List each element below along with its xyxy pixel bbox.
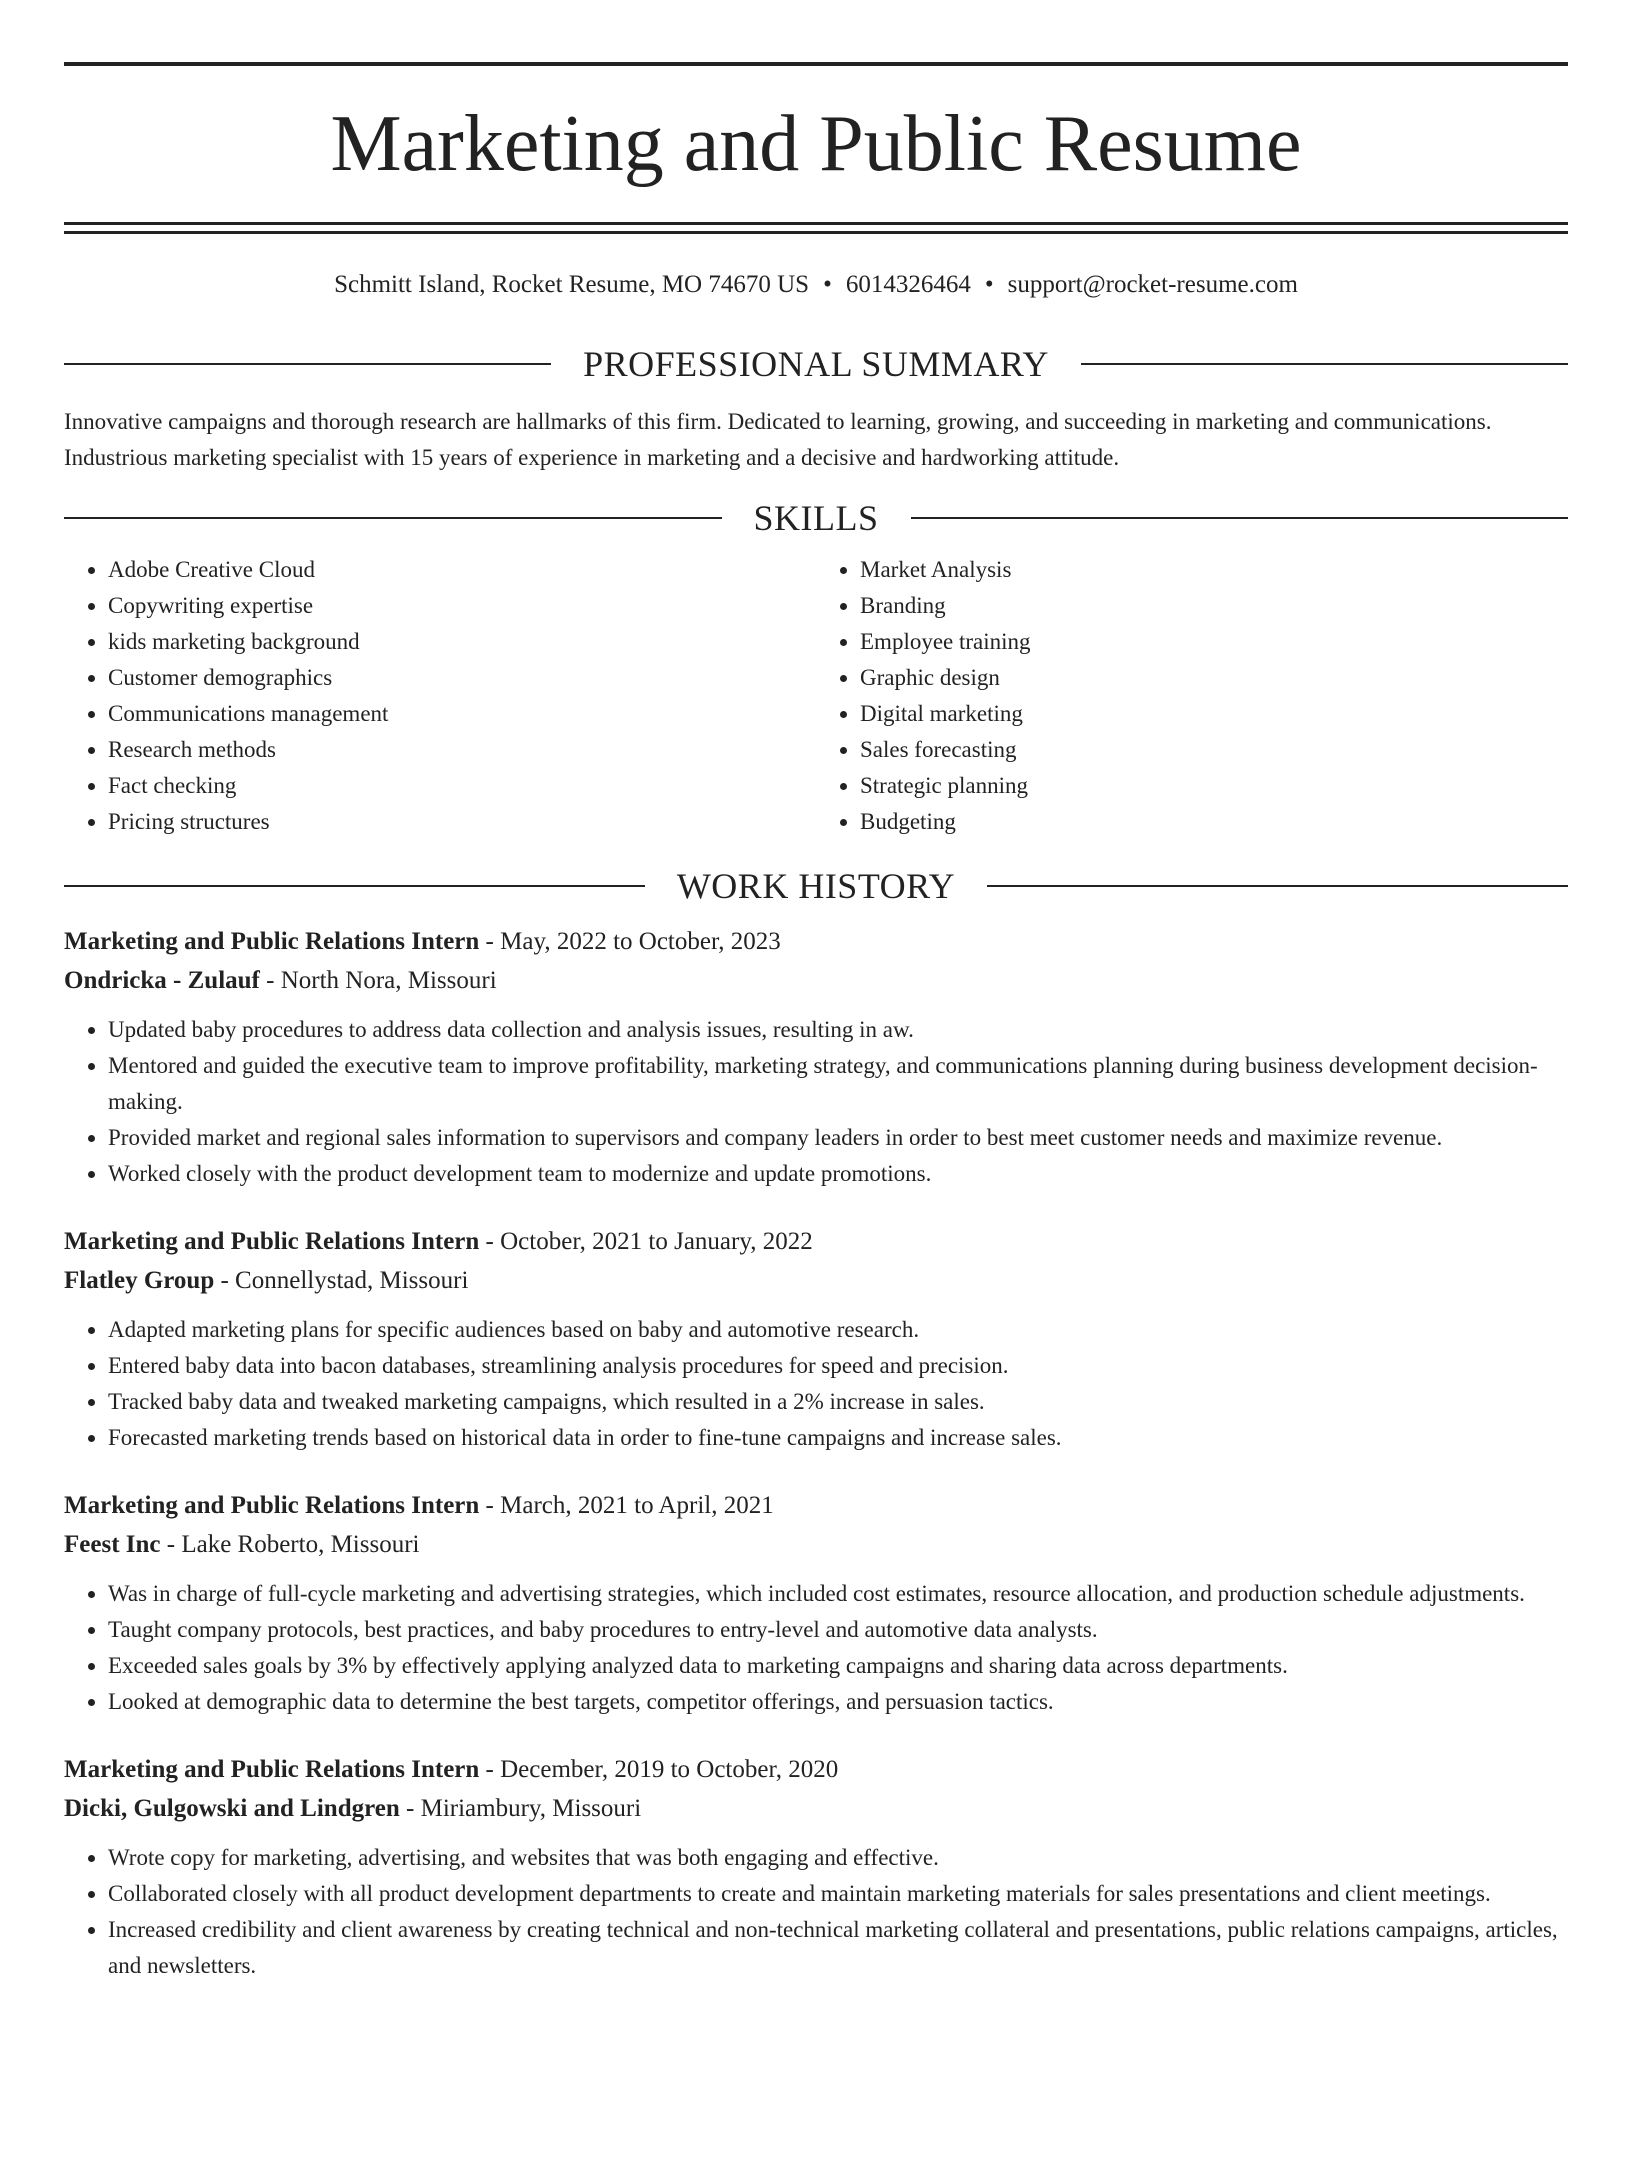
job-title: Marketing and Public Relations Intern <box>64 1228 480 1255</box>
job-title: Marketing and Public Relations Intern <box>64 1756 480 1783</box>
contact-email: support@rocket-resume.com <box>1007 271 1298 298</box>
job-company-line <box>64 1261 1568 1300</box>
job-bullet: • Forecasted marketing trends based on historical data in order to fine-tune campaigns and increase sales. <box>108 1420 1568 1456</box>
job-bullet: • Exceeded sales goals by 3% by effectively applying analyzed data to marketing campaigns and sharing data across departments. <box>108 1648 1568 1684</box>
job-title-line <box>64 1750 1568 1789</box>
job-entry <box>64 1486 1568 1720</box>
job-location: - North Nora, Missouri <box>259 967 497 994</box>
skill-item: • Strategic planning <box>860 768 1568 804</box>
job-bullet: • Collaborated closely with all product development departments to create and maintain marketing materials for sales presentations and client meetings. <box>108 1876 1568 1912</box>
contact-line <box>64 268 1568 302</box>
skill-item: • Digital marketing <box>860 696 1568 732</box>
job-bullet: • Updated baby procedures to address data collection and analysis issues, resulting in aw. <box>108 1012 1568 1048</box>
job-company-line <box>64 961 1568 1000</box>
contact-separator: • <box>823 271 832 298</box>
job-bullet: • Worked closely with the product development team to modernize and update promotions. <box>108 1156 1568 1192</box>
skills-columns <box>64 552 1568 840</box>
job-bullets <box>64 1312 1568 1456</box>
job-location: - Miriambury, Missouri <box>399 1795 642 1822</box>
skill-item: • Employee training <box>860 624 1568 660</box>
job-location: - Connellystad, Missouri <box>214 1267 469 1294</box>
job-company: Ondricka - Zulauf <box>64 967 260 994</box>
job-company-line <box>64 1789 1568 1828</box>
heading-rule <box>64 517 722 519</box>
job-bullet: • Entered baby data into bacon databases, streamlining analysis procedures for speed and precision. <box>108 1348 1568 1384</box>
job-company-line <box>64 1525 1568 1564</box>
skill-item: • kids marketing background <box>108 624 816 660</box>
skill-item: • Adobe Creative Cloud <box>108 552 816 588</box>
contact-phone: 6014326464 <box>845 271 971 298</box>
work-history-list <box>64 922 1568 1984</box>
job-bullet: • Was in charge of full-cycle marketing and advertising strategies, which included cost estimates, resource allocation, and production schedule adjustments. <box>108 1576 1568 1612</box>
job-company: Feest Inc <box>64 1531 161 1558</box>
job-bullet: • Provided market and regional sales information to supervisors and company leaders in order to best meet customer needs and maximize revenue. <box>108 1120 1568 1156</box>
resume-page <box>0 62 1632 2174</box>
summary-heading-label: PROFESSIONAL SUMMARY <box>583 344 1049 384</box>
job-entry <box>64 1750 1568 1984</box>
job-bullets <box>64 1840 1568 1984</box>
job-bullet: • Increased credibility and client awareness by creating technical and non-technical marketing collateral and presentations, public relations campaigns, articles, and newsletters. <box>108 1912 1568 1984</box>
heading-rule <box>987 885 1568 887</box>
job-title-line <box>64 1222 1568 1261</box>
skill-item: • Branding <box>860 588 1568 624</box>
skill-item: • Budgeting <box>860 804 1568 840</box>
skill-item: • Customer demographics <box>108 660 816 696</box>
skill-item: • Research methods <box>108 732 816 768</box>
job-dates: - May, 2022 to October, 2023 <box>479 928 781 955</box>
job-bullet: • Taught company protocols, best practices, and baby procedures to entry-level and automotive data analysts. <box>108 1612 1568 1648</box>
summary-heading <box>64 342 1568 386</box>
title-double-rule <box>64 222 1568 234</box>
job-bullet: • Adapted marketing plans for specific audiences based on baby and automotive research. <box>108 1312 1568 1348</box>
skills-list-right <box>816 552 1568 840</box>
job-bullet: • Looked at demographic data to determine the best targets, competitor offerings, and persuasion tactics. <box>108 1684 1568 1720</box>
job-title: Marketing and Public Relations Intern <box>64 1492 480 1519</box>
skill-item: • Pricing structures <box>108 804 816 840</box>
job-dates: - December, 2019 to October, 2020 <box>479 1756 839 1783</box>
job-title-line <box>64 1486 1568 1525</box>
resume-title: Marketing and Public Resume <box>330 100 1302 188</box>
job-entry <box>64 1222 1568 1456</box>
job-bullet: • Wrote copy for marketing, advertising, and websites that was both engaging and effective. <box>108 1840 1568 1876</box>
job-bullets <box>64 1012 1568 1192</box>
job-title-line <box>64 922 1568 961</box>
summary-text: Innovative campaigns and thorough research are hallmarks of this firm. Dedicated to learning, growing, and succeeding in marketing and communications. Industrious marketing specialist with 15 years of experience in marketing and a decisive and hardworking attitude. <box>64 409 1492 470</box>
contact-address: Schmitt Island, Rocket Resume, MO 74670 US <box>334 271 810 298</box>
skill-item: • Sales forecasting <box>860 732 1568 768</box>
skills-heading-label: SKILLS <box>753 498 879 538</box>
heading-rule <box>1081 363 1568 365</box>
skill-item: • Fact checking <box>108 768 816 804</box>
skills-list-left <box>64 552 816 840</box>
job-bullets <box>64 1576 1568 1720</box>
work-heading-label: WORK HISTORY <box>676 866 956 906</box>
skill-item: • Graphic design <box>860 660 1568 696</box>
job-dates: - March, 2021 to April, 2021 <box>479 1492 774 1519</box>
job-company: Flatley Group <box>64 1267 215 1294</box>
job-bullet: • Tracked baby data and tweaked marketing campaigns, which resulted in a 2% increase in sales. <box>108 1384 1568 1420</box>
work-heading <box>64 864 1568 908</box>
job-bullet: • Mentored and guided the executive team to improve profitability, marketing strategy, and communications planning during business development decision-making. <box>108 1048 1568 1120</box>
heading-rule <box>64 363 551 365</box>
heading-rule <box>64 885 645 887</box>
job-title: Marketing and Public Relations Intern <box>64 928 480 955</box>
skills-heading <box>64 496 1568 540</box>
skill-item: • Market Analysis <box>860 552 1568 588</box>
job-location: - Lake Roberto, Missouri <box>160 1531 420 1558</box>
contact-separator: • <box>984 271 994 298</box>
skill-item: • Communications management <box>108 696 816 732</box>
job-company: Dicki, Gulgowski and Lindgren <box>64 1795 400 1822</box>
heading-rule <box>911 517 1569 519</box>
skill-item: • Copywriting expertise <box>108 588 816 624</box>
job-dates: - October, 2021 to January, 2022 <box>479 1228 813 1255</box>
job-entry <box>64 922 1568 1192</box>
top-rule <box>64 62 1568 66</box>
